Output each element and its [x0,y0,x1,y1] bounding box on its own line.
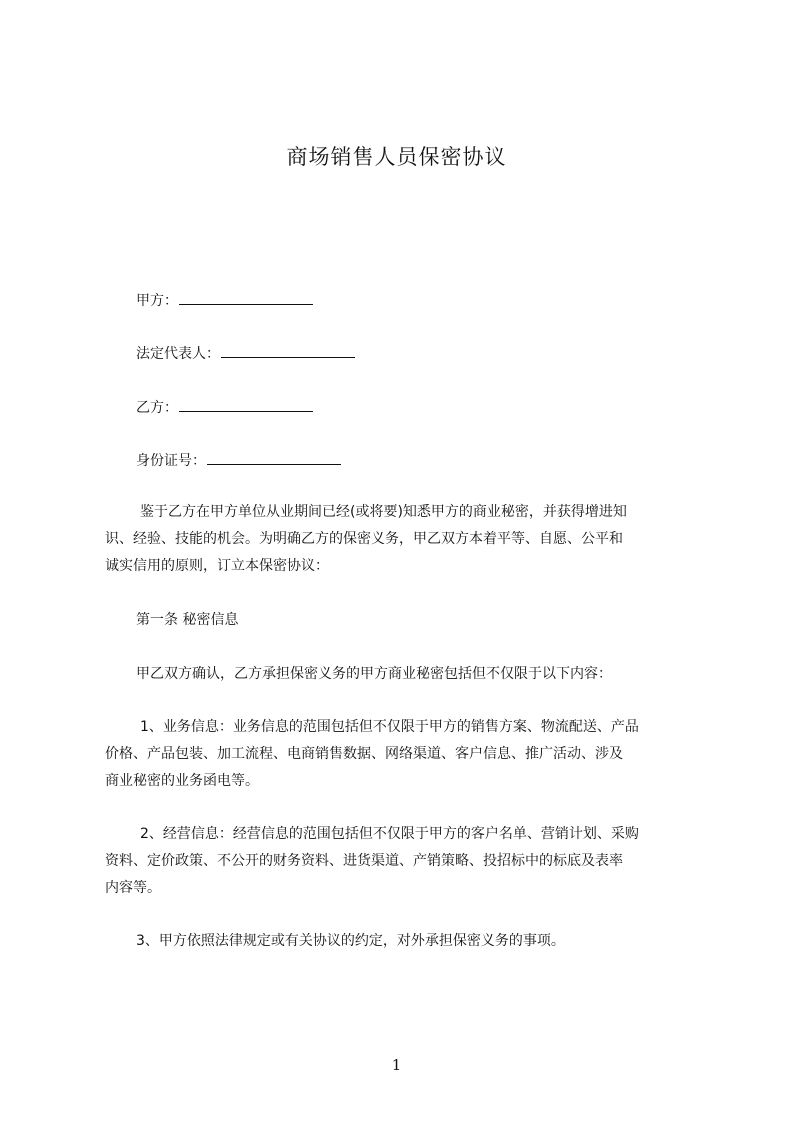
article-1-intro: 甲乙双方确认，乙方承担保密义务的甲方商业秘密包括但不仅限于以下内容： [136,666,612,682]
item-2-line-3: 内容等。 [105,880,161,896]
article-1-heading: 第一条 秘密信息 [136,612,239,628]
item-2-line-2: 资料、定价政策、不公开的财务资料、进货渠道、产销策略、投招标中的标底及表率 [105,853,623,869]
preamble-line-3: 诚实信用的原则，订立本保密协议： [105,558,329,574]
preamble-line-2: 识、经验、技能的机会。为明确乙方的保密义务，甲乙双方本着平等、自愿、公平和 [105,531,623,547]
legal-representative-label: 法定代表人： [136,346,220,362]
party-b-blank [179,398,313,412]
item-1-line-1: 1、业务信息：业务信息的范围包括但不仅限于甲方的销售方案、物流配送、产品 [140,719,639,735]
item-1-line-2: 价格、产品包装、加工流程、电商销售数据、网络渠道、客户信息、推广活动、涉及 [105,746,623,762]
page-number: 1 [391,1056,402,1074]
item-2-line-1: 2、经营信息：经营信息的范围包括但不仅限于甲方的客户名单、营销计划、采购 [140,826,639,842]
party-b-field [136,398,313,418]
party-a-field [136,291,313,311]
document-title: 商场销售人员保密协议 [286,145,507,169]
legal-representative-blank [221,344,355,358]
id-number-label: 身份证号： [136,453,206,469]
party-b-label: 乙方： [136,400,178,416]
id-number-blank [207,451,341,465]
party-a-label: 甲方： [136,293,178,309]
legal-representative-field [136,344,355,364]
item-3: 3、甲方依照法律规定或有关协议的约定，对外承担保密义务的事项。 [136,933,565,949]
id-number-field [136,451,341,471]
preamble-line-1: 鉴于乙方在甲方单位从业期间已经(或将要)知悉甲方的商业秘密，并获得增进知 [140,504,627,520]
party-a-blank [179,291,313,305]
item-1-line-3: 商业秘密的业务函电等。 [105,773,259,789]
